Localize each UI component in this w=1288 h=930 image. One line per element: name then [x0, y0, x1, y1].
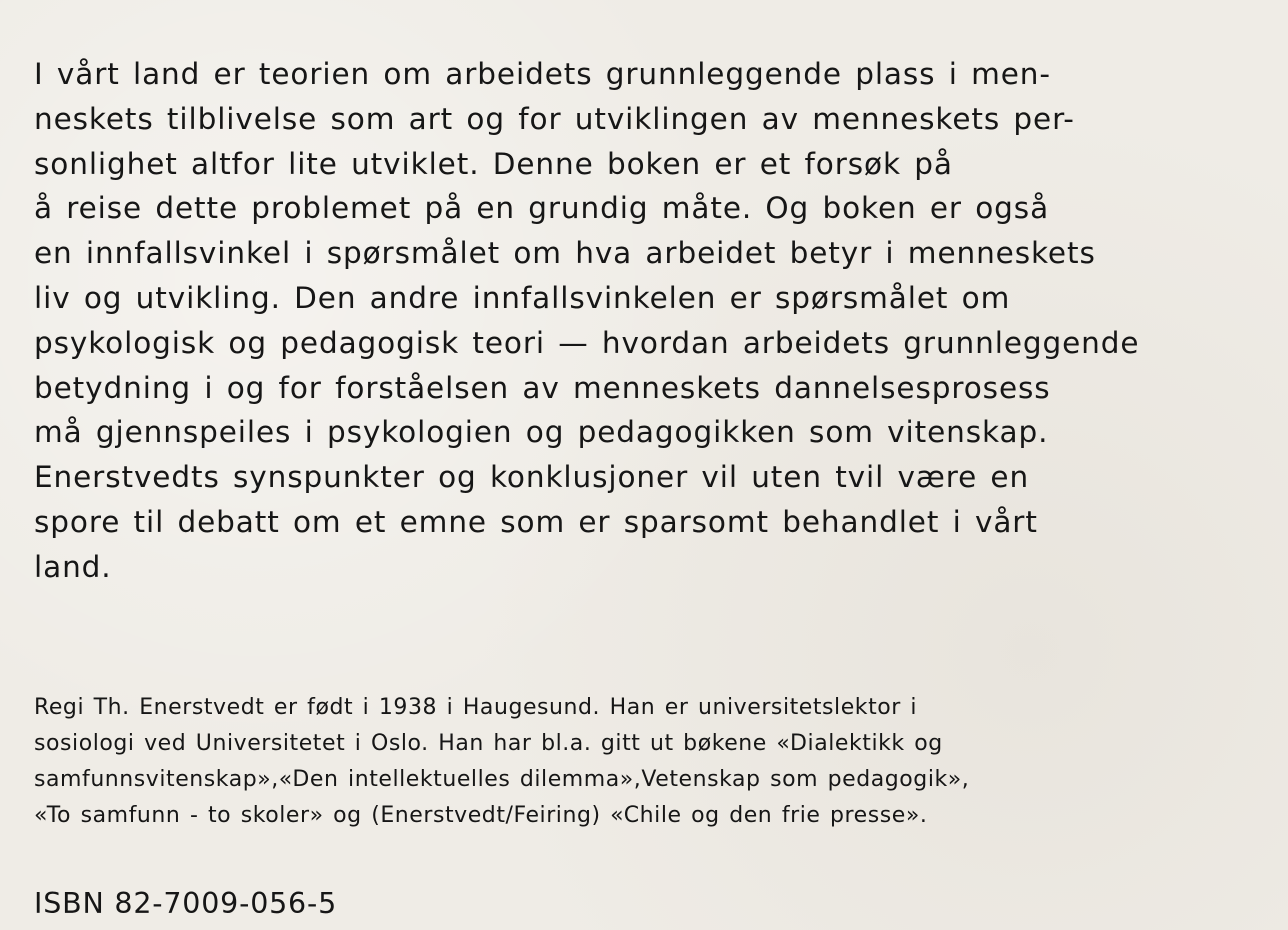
paragraph-line: Enerstvedts synspunkter og konklusjoner vil uten tvil være en — [34, 460, 1030, 495]
paragraph-line: må gjennspeiles i psykologien og pedagogikken som vitenskap. — [34, 415, 1049, 450]
paragraph-line: spore til debatt om et emne som er sparsomt behandlet i vårt — [34, 504, 1038, 539]
paragraph-line: psykologisk og pedagogisk teori — hvordan arbeidets grunnleggende — [34, 325, 1140, 360]
isbn-number: ISBN 82-7009-056-5 — [34, 887, 338, 920]
bio-line: samfunnsvitenskap»,«Den intellektuelles dilemma»,Vetenskap som pedagogik», — [34, 767, 970, 792]
bio-line: Regi Th. Enerstvedt er født i 1938 i Haugesund. Han er universitetslektor i — [34, 695, 918, 720]
paragraph-line: I vårt land er teorien om arbeidets grunnleggende plass i men- — [34, 57, 1051, 91]
paragraph-line: en innfallsvinkel i spørsmålet om hva arbeidet betyr i menneskets — [34, 236, 1096, 271]
paragraph-line: liv og utvikling. Den andre innfallsvinkelen er spørsmålet om — [34, 280, 1011, 315]
paragraph-line: betydning i og for forståelsen av menneskets dannelsesprosess — [34, 370, 1051, 405]
bio-line: «To samfunn - to skoler» og (Enerstvedt/Feiring) «Chile og den frie presse». — [34, 803, 928, 828]
author-bio — [34, 690, 1274, 834]
paragraph-line: land. — [34, 549, 112, 584]
description-paragraph — [34, 52, 1274, 590]
bio-line: sosiologi ved Universitetet i Oslo. Han har bl.a. gitt ut bøkene «Dialektikk og — [34, 731, 943, 756]
paragraph-line: å reise dette problemet på en grundig måte. Og boken er også — [34, 191, 1050, 226]
paragraph-line: sonlighet altfor lite utviklet. Denne boken er et forsøk på — [34, 146, 953, 181]
paragraph-line: neskets tilblivelse som art og for utviklingen av menneskets per- — [34, 101, 1075, 136]
